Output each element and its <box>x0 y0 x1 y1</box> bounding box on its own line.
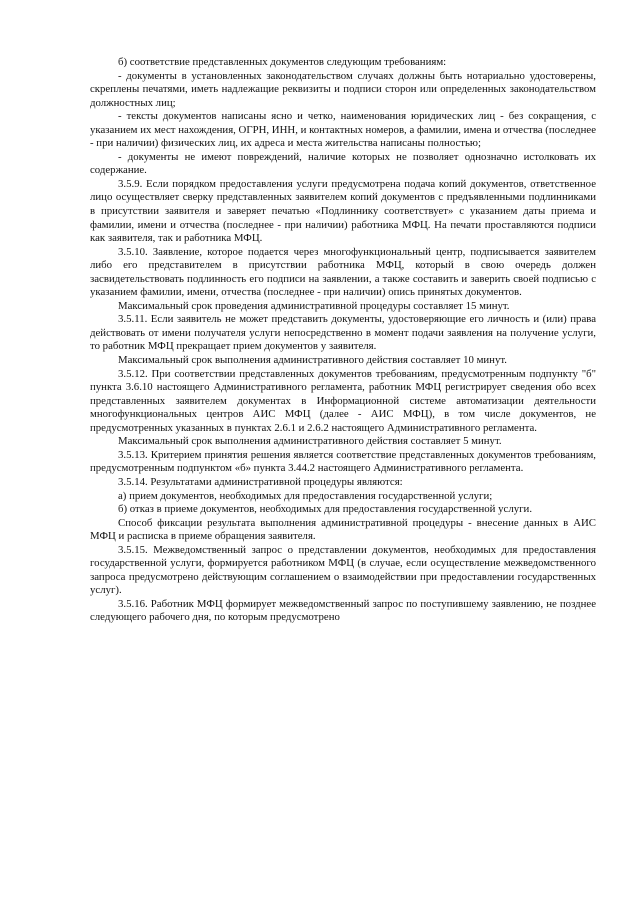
paragraph: 3.5.15. Межведомственный запрос о представлении документов, необходимых для предоставления государственной услуги, формируется работником МФЦ (в случае, если осуществление межведомственного запроса предусмотрено действующим соглашением о взаимодействии при предоставлении государственных услуг). <box>90 543 596 597</box>
paragraph: Максимальный срок выполнения административного действия составляет 10 минут. <box>118 354 507 367</box>
paragraph: 3.5.9. Если порядком предоставления услуги предусмотрена подача копий документов, ответственное лицо осуществляет сверку представленных заявителем копий документов с предъявленными подлинниками в присутствии заявителя и заверяет печатью «Подлиннику соответствует» с указанием даты приема и фамилии, имени и отчества (последнее - при наличии) работника МФЦ. На печати проставляются подписи как заявителя, так и работника МФЦ. <box>90 177 596 245</box>
paragraph: 3.5.13. Критерием принятия решения является соответствие представленных документов требованиям, предусмотренным подпунктом «б» пункта 3.44.2 настоящего Административного регламента. <box>90 448 596 475</box>
paragraph: Максимальный срок проведения административной процедуры составляет 15 минут. <box>118 299 510 312</box>
paragraph: 3.5.14. Результатами административной процедуры являются: <box>118 475 403 488</box>
paragraph: б) отказ в приеме документов, необходимых для предоставления государственной услуги. <box>118 503 533 516</box>
paragraph: 3.5.11. Если заявитель не может представить документы, удостоверяющие его личность и (или) права действовать от имени получателя услуги непосредственно в момент подачи заявления на получение услуги, то работник МФЦ прекращает прием документов у заявителя. <box>90 313 596 353</box>
paragraph: 3.5.12. При соответствии представленных документов требованиям, предусмотренным подпункту "б" пункта 3.6.10 настоящего Административного регламента, работник МФЦ регистрирует сведения обо всех представленных заявителем документах в Информационной системе автоматизации деятельности многофункциональных центров АИС МФЦ (далее - АИС МФЦ), в том числе документов, не предусмотренных указанных в пунктах 2.6.1 и 2.6.2 настоящего Административного регламента. <box>90 367 596 434</box>
paragraph: а) прием документов, необходимых для предоставления государственной услуги; <box>118 489 493 502</box>
paragraph: 3.5.10. Заявление, которое подается через многофункциональный центр, подписывается заявителем либо его представителем в присутствии работника МФЦ, который в свою очередь должен засвидетельствовать подлинность его подписи на заявлении, а также составить и заверить своей подписью с указанием фамилии, имени, отчества (последнее - при наличии) опись принятых документов. <box>90 245 596 299</box>
paragraph: Максимальный срок выполнения административного действия составляет 5 минут. <box>118 435 502 448</box>
document-body <box>90 56 596 625</box>
paragraph: 3.5.16. Работник МФЦ формирует межведомственный запрос по поступившему заявлению, не позднее следующего рабочего дня, по которым предусмотрено <box>90 597 596 624</box>
paragraph: - документы не имеют повреждений, наличие которых не позволяет однозначно истолковать их содержание. <box>90 150 596 177</box>
paragraph: б) соответствие представленных документов следующим требованиям: <box>118 56 447 68</box>
paragraph: - документы в установленных законодательством случаях должны быть нотариально удостоверены, скреплены печатями, иметь надлежащие реквизиты и подписи сторон или определенных законодательством должностных лиц; <box>90 69 596 109</box>
paragraph: Способ фиксации результата выполнения административной процедуры - внесение данных в АИС МФЦ и расписка в приеме обращения заявителя. <box>90 516 596 543</box>
paragraph: - тексты документов написаны ясно и четко, наименования юридических лиц - без сокращения, с указанием их мест нахождения, ОГРН, ИНН, и контактных номеров, а фамилии, имена и отчества (последнее - при наличии) физических лиц, их адреса и места жительства написаны полностью; <box>90 110 596 150</box>
